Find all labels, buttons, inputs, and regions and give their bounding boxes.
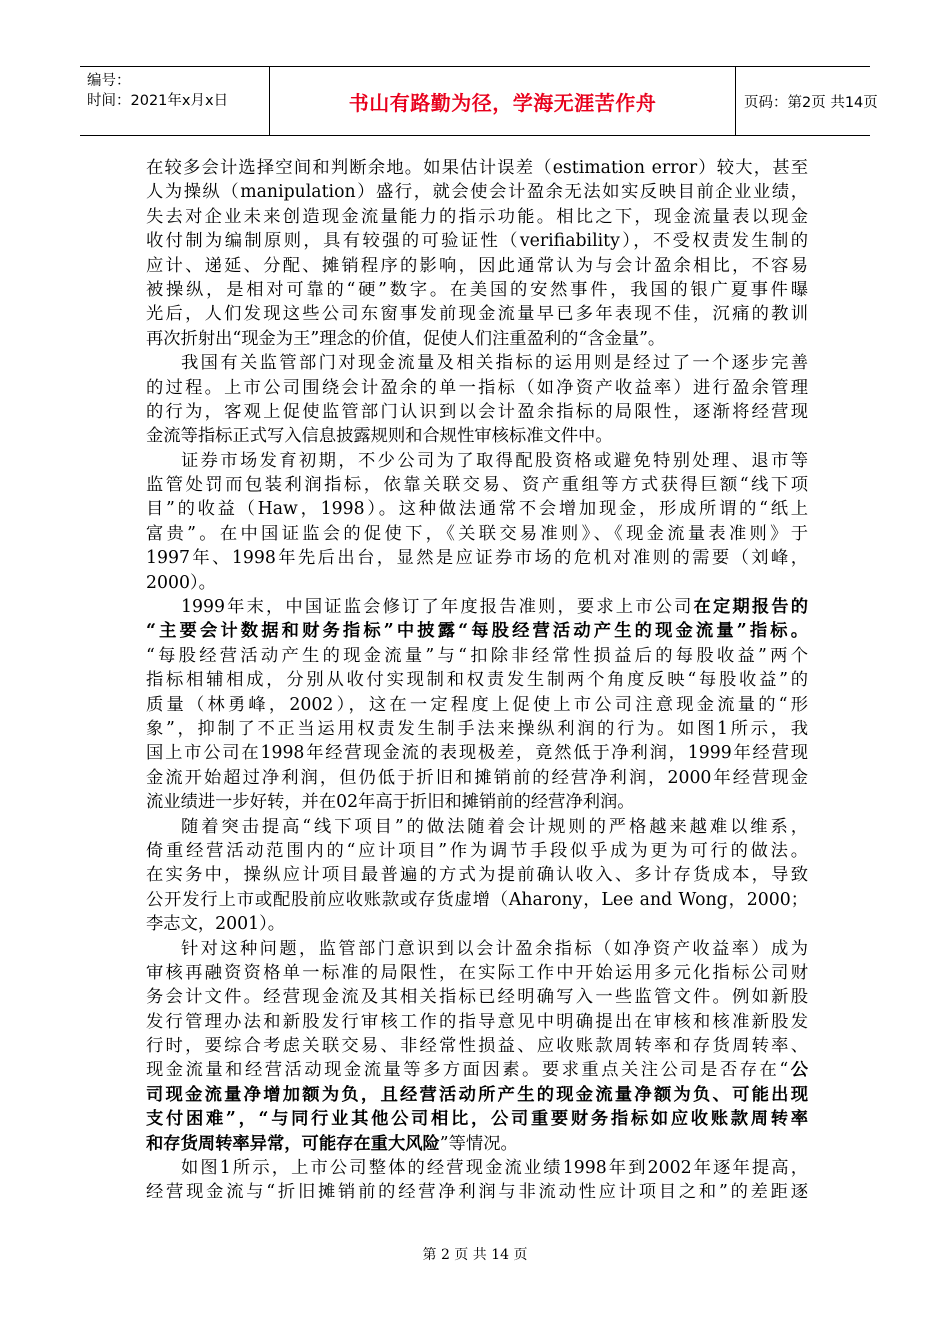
text-line [146,717,808,741]
bold-text: “主要会计数据和财务指标”中披露“每股经营活动产生的现金流量”指标。 [146,621,808,642]
text-line [146,1058,808,1082]
text-line [146,961,808,985]
text-segment: 监管处罚而包装利润指标，依靠关联交易、资产重组等方式获得巨额“线下项 [146,475,808,496]
text-line [146,888,808,912]
text-segment: 人为操纵（manipulation）盛行，就会使会计盈余无法如实反映目前企业业绩， [146,182,808,203]
text-line [146,693,808,717]
text-segment: 倚重经营活动范围内的“应计项目”作为调节手段似乎成为更为可行的做法。 [146,840,808,861]
text-line [146,1132,808,1156]
text-line [146,863,808,887]
text-line [146,376,808,400]
text-segment: 随着突击提高“线下项目”的做法随着会计规则的严格越来越难以维系， [181,816,808,837]
text-segment: 李志文，2001）。 [146,914,286,935]
bold-text: 司现金流量净增加额为负，且经营活动所产生的现金流量净额为负、可能出现 [146,1084,808,1105]
text-line [146,595,808,619]
text-line [146,156,808,180]
text-segment: 收付制为编制原则，具有较强的可验证性（verifiability），不受权责发生制的 [146,231,808,252]
text-line [146,839,808,863]
header-page-cell [736,67,878,135]
page-info: 页码：第2页 共14页 [744,95,878,111]
bold-text: 和存货周转率异常，可能存在重大风险 [146,1133,440,1154]
text-line [146,619,808,643]
text-segment: 1997年、1998年先后出台，显然是应证券市场的危机对准则的需要（刘峰， [146,548,808,569]
text-segment: 证券市场发育初期，不少公司为了取得配股资格或避免特别处理、退市等 [181,450,808,471]
number-label: 编号： [87,73,131,89]
text-segment: ”等情况。 [439,1133,518,1154]
text-segment: 流业绩进一步好转，并在02年高于折旧和摊销前的经营净利润。 [146,792,635,813]
text-segment: 针对这种问题，监管部门意识到以会计盈余指标（如净资产收益率）成为 [181,938,808,959]
text-line [146,278,808,302]
text-line [146,546,808,570]
text-line [146,668,808,692]
text-line [146,790,808,814]
header-slogan-cell [270,67,736,135]
text-segment: 金流开始超过净利润，但仍低于折旧和摊销前的经营净利润，2000年经营现金 [146,767,808,788]
text-line [146,254,808,278]
header-meta [80,67,270,135]
text-line [146,1010,808,1034]
text-segment: 的过程。上市公司围绕会计盈余的单一指标（如净资产收益率）进行盈余管理 [146,377,808,398]
text-line [146,1156,808,1180]
text-line [146,327,808,351]
date-label: 时间：2021年x月x日 [87,93,229,109]
text-line [146,1034,808,1058]
text-segment: 在实务中，操纵应计项目最普遍的方式为提前确认收入、多计存货成本，导致 [146,865,808,886]
slogan: 书山有路勤为径，学海无涯苦作舟 [348,91,657,115]
text-line [146,815,808,839]
text-line [146,1107,808,1131]
text-line [146,497,808,521]
text-line [146,229,808,253]
text-segment: 质量（林勇峰，2002），这在一定程度上促使上市公司注意现金流量的“形 [146,694,808,715]
text-segment: 再次折射出“现金为王”理念的价值，促使人们注重盈利的“含金量”。 [146,328,666,349]
text-line [146,644,808,668]
text-line [146,424,808,448]
text-segment: 1999年末，中国证监会修订了年度报告准则，要求上市公司 [181,597,694,618]
page-footer: 第 2 页 共 14 页 [422,1247,528,1263]
text-line [146,205,808,229]
text-segment: 经营现金流与“折旧摊销前的经营净利润与非流动性应计项目之和”的差距逐 [146,1182,808,1203]
text-segment: 象”，抑制了不正当运用权责发生制手法来操纵利润的行为。如图1所示，我 [146,718,808,739]
text-segment: 在较多会计选择空间和判断余地。如果估计误差（estimation error）较大，甚至 [146,158,808,178]
document-body [146,156,808,1205]
bold-text: 支付困难”，“与同行业其他公司相比，公司重要财务指标如应收账款周转率 [146,1109,808,1130]
text-line [146,912,808,936]
text-line [146,180,808,204]
text-line [146,522,808,546]
text-segment: 应计、递延、分配、摊销程序的影响，因此通常认为与会计盈余相比，不容易 [146,255,808,276]
text-segment: 2000）。 [146,572,216,593]
text-line [146,400,808,424]
text-segment: 金流等指标正式写入信息披露规则和合规性审核标准文件中。 [146,426,613,447]
text-segment: 公开发行上市或配股前应收账款或存货虚增（Aharony，Lee and Wong，2000； [146,889,808,910]
text-segment: 被操纵，是相对可靠的“硬”数字。在美国的安然事件，我国的银广夏事件曝 [146,279,808,300]
text-line [146,302,808,326]
text-line [146,937,808,961]
text-segment: 如图1所示，上市公司整体的经营现金流业绩1998年到2002年逐年提高， [181,1158,808,1179]
text-line [146,571,808,595]
text-line [146,449,808,473]
text-segment: 光后，人们发现这些公司东窗事发前现金流量早已多年表现不佳，沉痛的教训 [146,304,808,325]
text-segment: 目”的收益（Haw，1998）。这种做法通常不会增加现金，形成所谓的“纸上 [146,499,808,520]
text-line [146,1083,808,1107]
text-segment: 务会计文件。经营现金流及其相关指标已经明确写入一些监管文件。例如新股 [146,987,808,1008]
text-segment: 审核再融资资格单一标准的局限性，在实际工作中开始运用多元化指标公司财 [146,962,808,983]
text-segment: 的行为，客观上促使监管部门认识到以会计盈余指标的局限性，逐渐将经营现 [146,401,808,422]
text-line [146,766,808,790]
bold-text: 公 [788,1060,808,1081]
text-segment: 失去对企业未来创造现金流量能力的指示功能。相比之下，现金流量表以现金 [146,206,808,227]
text-segment: 国上市公司在1998年经营现金流的表现极差，竟然低于净利润，1999年经营现 [146,743,808,764]
text-line [146,741,808,765]
text-segment: 发行管理办法和新股发行审核工作的指导意见中明确提出在审核和核准新股发 [146,1011,808,1032]
text-segment: 现金流量和经营活动现金流量等多方面因素。要求重点关注公司是否存在“ [146,1060,789,1081]
page-header [80,66,878,136]
text-line [146,1180,808,1204]
text-segment: 指标相辅相成，分别从收付实现制和权责发生制两个角度反映“每股收益”的 [146,670,808,691]
text-segment: 行时，要综合考虑关联交易、非经常性损益、应收账款周转率和存货周转率、 [146,1036,808,1057]
text-line [146,985,808,1009]
text-segment: 富贵”。在中国证监会的促使下，《关联交易准则》、《现金流量表准则》于 [146,523,808,544]
bold-text: 在定期报告的 [693,597,808,618]
text-line [146,473,808,497]
text-segment: “每股经营活动产生的现金流量”与“扣除非经常性损益后的每股收益”两个 [146,645,808,666]
text-line [146,351,808,375]
text-segment: 我国有关监管部门对现金流量及相关指标的运用则是经过了一个逐步完善 [181,353,808,374]
